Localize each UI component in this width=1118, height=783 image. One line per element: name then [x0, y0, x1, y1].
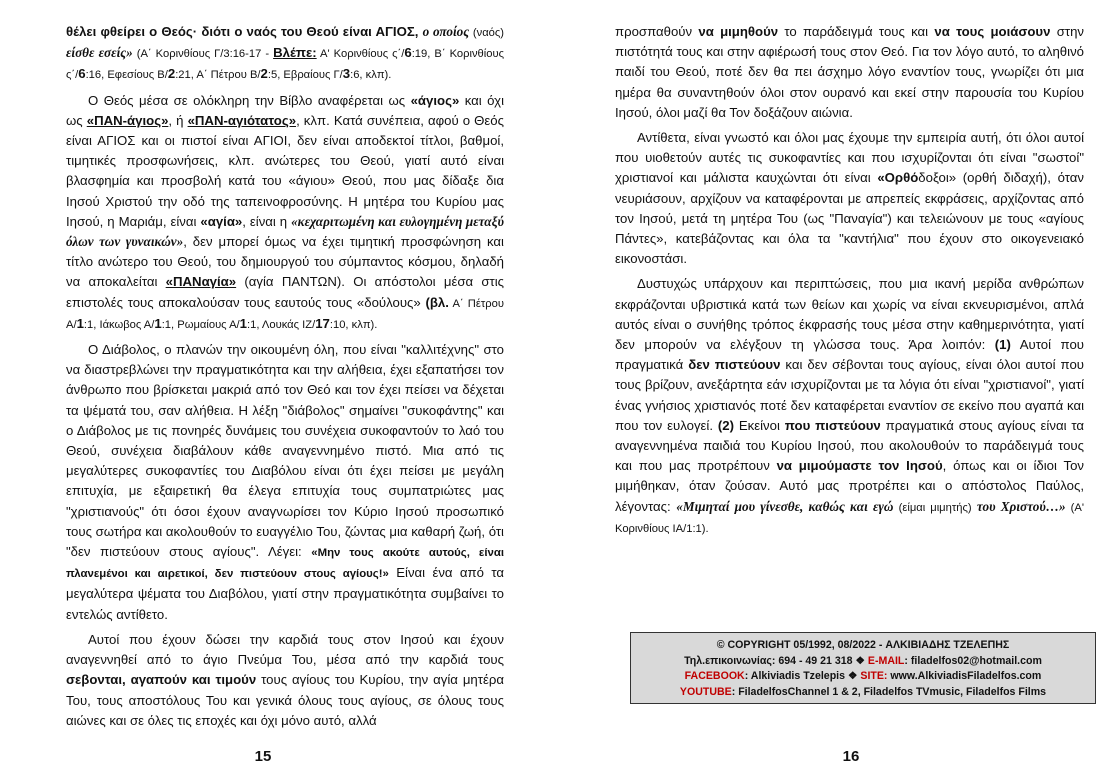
text-run: , όπως και οι ίδιοι Τον μιμήθηκαν, όταν ζούσαν. Αυτό μας προτρέπει και ο απόστολος Παύλος, λέγοντας:: [615, 458, 1084, 514]
left-paragraph-2: [66, 91, 504, 335]
text-run: 6: [78, 66, 86, 82]
text-run: 2: [260, 66, 268, 82]
text-run: «ΠΑΝ-αγιότατος»: [187, 112, 297, 128]
facebook-label: FACEBOOK: [684, 670, 745, 683]
text-run: :1, Ρωμαίους Α/: [161, 318, 240, 331]
text-run: 1: [154, 315, 162, 331]
left-paragraph-1: [66, 22, 504, 86]
text-run: «αγία»: [200, 213, 243, 229]
text-run: , κλπ. Κατά συνέπεια, αφού ο Θεός είναι ΑΓΙΟΣ και οι πιστοί είναι ΑΓΙΟΙ, δεν είναι αποδεκτοί τίτλοι, βαθμοί, τιμητικές προσφωνήσεις, κλπ. ανώτερες του Θεού, γιατί αυτό είναι βλασφημία και προσβολή κατά του «άγιου» Θεού, που μας δίδαξε δια Ιησού Χριστού την οδό της ταπεινοφροσύνης. Η μητέρα του Κυρίου μας Ιησού, η Μαριάμ, είναι: [66, 112, 504, 229]
text-run: να μιμούμαστε τον Ιησού: [776, 458, 943, 474]
text-run: και δεν σέβονται τους αγίους, είναι όλοι αυτοί που τους βρίζουν, ανεξάρτητα εάν ισχυρίζονται με τα λόγια ότι είναι "χριστιανοί", γιατί ένας γνήσιος χριστιανός ποτέ δεν καταφέρεται εναντίον σε εκείνο που αγαπά και που τον ευλογεί.: [615, 357, 1084, 433]
text-run: και όχι ως: [66, 92, 504, 128]
left-paragraph-3: [66, 340, 504, 625]
text-run: 1: [239, 315, 247, 331]
text-run: , είναι η: [242, 213, 292, 229]
email-label: E-MAIL: [867, 654, 905, 667]
text-run: Αυτοί που πραγματικά: [615, 337, 1084, 373]
text-run: (ναός): [472, 27, 505, 39]
text-run: :1, Λουκάς ΙΖ/: [246, 318, 316, 331]
text-run: Α' Κορινθίους ς΄/: [316, 48, 405, 61]
text-run: 17: [315, 315, 330, 331]
text-run: (αγία ΠΑΝΤΩΝ). Οι απόστολοι μέσα στις επιστολές τους αποκαλούσαν τους εαυτούς τους «δούλους»: [66, 274, 505, 310]
text-run: θέλει φθείρει ο Θεός· διότι ο ναός του Θεού είναι ΑΓΙΟΣ,: [66, 24, 423, 39]
text-run: που πιστεύουν: [784, 417, 881, 433]
text-run: 2: [167, 66, 176, 82]
text-run: (Α΄ Κορινθίους Γ/3:16-17 -: [132, 48, 274, 61]
copyright-text: COPYRIGHT 05/1992, 08/2022 - ΑΛΚΙΒΙΑΔΗΣ ΤΖΕΛΕΠΗΣ: [724, 639, 1010, 651]
youtube-label: YOUTUBE: [679, 685, 732, 698]
copyright-line: [635, 638, 1091, 654]
text-run: (είμαι μιμητής): [898, 501, 972, 514]
text-run: ο οποίος: [422, 24, 473, 39]
text-run: τους αγίους του Κυρίου, την αγία μητέρα Του, τους αποστόλους Του και γενικά όλους τους αγίους, σε όλους τους αιώνες και σε όλες τις εποχές και όχι μόνο αυτό, αλλά: [66, 672, 504, 728]
text-run: (1): [994, 337, 1011, 353]
text-run: :10, κλπ).: [329, 318, 378, 331]
text-run: (βλ.: [425, 294, 449, 310]
text-run: (2): [717, 417, 734, 433]
text-run: σεβονται, αγαπούν και τιμούν: [66, 672, 257, 688]
contact-line: [635, 654, 1091, 670]
text-run: να μιμηθούν: [698, 24, 779, 39]
site-label: SITE:: [860, 670, 888, 683]
text-run: να τους μοιάσουν: [934, 24, 1051, 39]
text-run: είσθε εσείς»: [66, 45, 133, 61]
text-run: :19, Β΄ Κορινθίους ς΄/: [66, 48, 504, 82]
facebook-value[interactable]: : Alkiviadis Tzelepis ❖: [744, 670, 861, 683]
text-run: :6, κλπ).: [350, 69, 392, 82]
text-run: στην πιστότητά τους και στην αφιέρωσή τους στον Θεό. Για τον λόγο αυτό, το αληθινό παιδί του Θεού, ποτέ δεν θα πει άσχημο λόγο εναντίον τους, γνωρίζει ότι μια ημέρα θα συναντηθούν όλοι στον ουρανό και εκεί στην παρουσία του Κυρίου Ιησού, όλοι μαζί θα Τον δοξάζουν αιώνια.: [615, 24, 1084, 120]
right-paragraph-2: [615, 128, 1084, 269]
text-run: του Χριστού…»: [971, 498, 1066, 514]
text-run: :21, Α΄ Πέτρου Β/: [175, 69, 261, 82]
page-number-left: 15: [254, 748, 272, 765]
text-run: Ο Θεός μέσα σε ολόκληρη την Βίβλο αναφέρεται ως: [88, 92, 411, 108]
text-run: Α΄ Πέτρου Α/: [66, 297, 504, 331]
youtube-value[interactable]: : FiladelfosChannel 1 & 2, Filadelfos TVmusic, Filadelfos Films: [731, 685, 1047, 698]
text-run: πραγματικά στους αγίους είναι τα αναγεννημένα παιδιά του Κυρίου Ιησού, που ακολουθούν το παράδειγμά τους και που μας προτρέπουν: [615, 417, 1084, 474]
text-run: , ή: [168, 112, 188, 128]
email-link[interactable]: : filadelfos02@hotmail.com: [904, 654, 1042, 667]
text-run: «ΠΑΝ-άγιος»: [86, 112, 169, 128]
right-paragraph-1: [615, 22, 1084, 123]
text-run: 1: [76, 315, 84, 331]
text-run: δοξοι» (ορθή διδαχή), όταν νευριάσουν, αρχίζουν να καταφέρονται με απρεπείς εκφράσεις, αρχίζοντας από τον Ιησού, μετά τη μητέρα Του (ως "Παναγία") και τελειώνουν με τους «αγίους Πάντες», κατεβάζοντας και όλα τα "καντήλια" που έχουν στο οικογενειακό εικονοστάσι.: [615, 170, 1084, 267]
text-run: Εκείνοι: [734, 417, 785, 433]
copyright-symbol: ©: [716, 639, 725, 651]
youtube-line: [635, 685, 1091, 701]
page-number-right: 16: [842, 748, 860, 765]
text-run: Δυστυχώς υπάρχουν και περιπτώσεις, που μια ικανή μερίδα ανθρώπων εκφράζονται υβριστικά κατά των θείων και χωρίς να είναι εκνευρισμένοι, απλά αυτός είναι ο συνήθης τρόπος έκφρασής τους μέσα στην καθημερινότητα, γιατί δεν μπορούν να ελέγξουν τη γλώσσα τους. Άρα λοιπόν:: [615, 276, 1084, 353]
text-run: «άγιος»: [410, 92, 460, 108]
text-run: (Α' Κορινθίους ΙΑ/1:1).: [615, 501, 1084, 535]
left-paragraph-4: [66, 630, 504, 731]
copyright-box: [630, 632, 1096, 704]
text-run: , δεν μπορεί όμως να έχει τιμητική προσφώνηση και τίτλο ανώτερο του Θεού, του δημιουργού του σύμπαντος κόσμου, δηλαδή να αποκαλείται: [66, 234, 504, 290]
text-run: Αυτοί που έχουν δώσει την καρδιά τους στον Ιησού και έχουν αναγεννηθεί από το άγιο Πνεύμα Του, μέσα από την καρδιά τους: [66, 631, 504, 668]
text-run: 6: [404, 45, 412, 61]
text-run: :1, Ιάκωβος Α/: [83, 318, 155, 331]
text-run: Είναι ένα από τα μεγαλύτερα ψέματα του Διαβόλου, γιατί στην πραγματικότητα συμβαίνει το εντελώς αντίθετο.: [66, 565, 504, 622]
text-run: το παράδειγμά τους και: [778, 24, 935, 39]
text-run: «Μιμηταί μου γίνεσθε, καθώς και εγώ: [676, 498, 899, 514]
right-paragraph-3: [615, 274, 1084, 539]
text-run: :16, Εφεσίους Β/: [85, 69, 168, 82]
text-run: :5, Εβραίους Γ/: [267, 69, 343, 82]
text-run: «Μην τους ακούτε αυτούς, είναι πλανεμένοι και αιρετικοί, δεν πιστεύουν στους αγίους!»: [66, 547, 504, 581]
text-run: Ο Διάβολος, ο πλανών την οικουμένη όλη, που είναι "καλλιτέχνης" στο να διαστρεβλώνει την πραγματικότητα και την αλήθεια, έχει εξαπατήσει τον άνθρωπο που βρίσκεται μακριά από τον Θεό και τον έχει πείσει να δέχεται τα ψέματά του, σαν αλήθεια. Η λέξη "διάβολος" σημαίνει "συκοφάντης" και ο Διάβολος με τις πονηρές δυνάμεις του συνέχεια συκοφαντούν το λαό του Θεού, συνέχεια διαβάλουν κάθε αναγεννημένο πιστό. Μια από τις μεγαλύτερες συκοφαντίες του Διαβόλου είναι ότι έχει πείσει με μεγάλη επιτυχία, με εξαιρετική θα έλεγα επιτυχία τους συμπατριώτες μας "χριστιανούς" ότι όσοι έχουν αναγνωρίσει τον Κύριο Ιησού προσωπικό τους σωτήρα και ακολουθούν το ευαγγέλιο Του, ζώντας μια καθαρή ζωή, ότι "δεν πιστεύουν στους αγίους". Λέγει:: [66, 342, 504, 560]
text-run: «Ορθό: [877, 170, 919, 186]
text-run: Βλέπε:: [273, 45, 317, 61]
text-run: 3: [342, 66, 351, 82]
text-run: δεν πιστεύουν: [688, 357, 781, 373]
text-run: προσπαθούν: [615, 24, 699, 39]
social-line: [635, 669, 1091, 685]
phone-text: Τηλ.επικοινωνίας: 694 - 49 21 318 ❖: [684, 654, 868, 667]
text-run: Αντίθετα, είναι γνωστό και όλοι μας έχουμε την εμπειρία αυτή, ότι όλοι αυτοί που υιοθετούν αυτές τις συκοφαντίες και που ισχυρίζονται ότι είναι "σωστοί" χριστιανοί και μάλιστα καυχώνται ότι είναι: [615, 130, 1084, 186]
site-link[interactable]: www.AlkiviadisFiladelfos.com: [887, 670, 1042, 683]
text-run: «ΠΑΝαγία»: [165, 274, 237, 290]
text-run: «κεχαριτωμένη και ευλογημένη μεταξύ όλων των γυναικών»: [66, 213, 504, 250]
